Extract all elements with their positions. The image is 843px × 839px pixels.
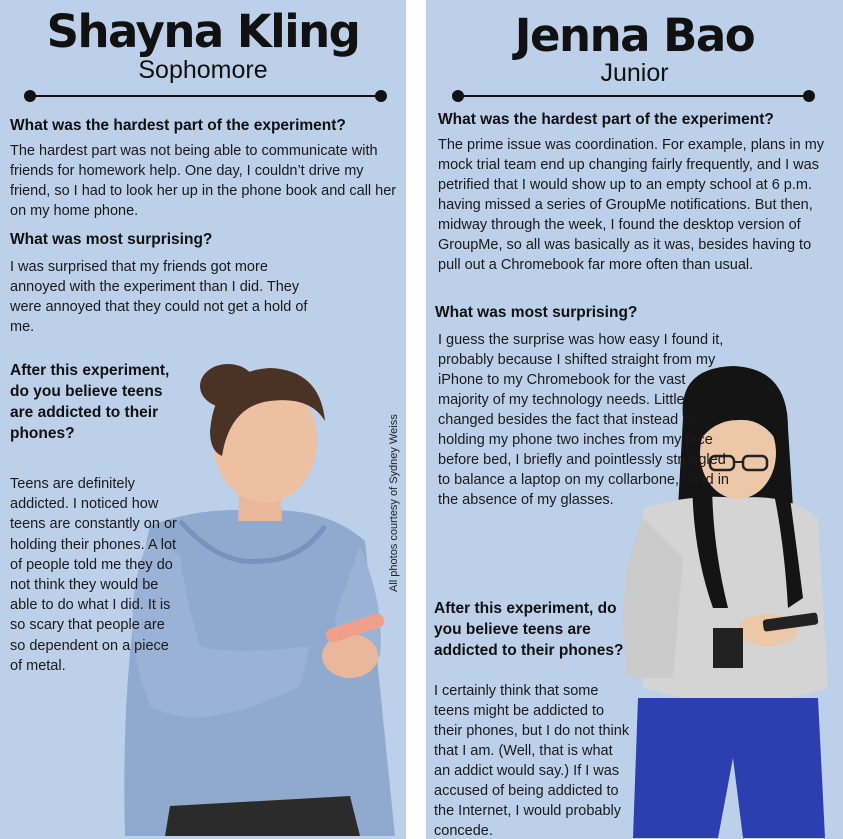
- divider-rule: [456, 95, 811, 97]
- profile-panel-jenna: [426, 0, 843, 839]
- rule-dot-left: [24, 90, 36, 102]
- question-hardest: What was the hardest part of the experiment?: [438, 111, 774, 128]
- answer-addicted: Teens are definitely addicted. I noticed how teens are constantly on or holding their phones. A lot of people told me they do not think they would be able to do what I did. It is so scary that people are so dependent on a piece of metal.: [10, 476, 177, 674]
- question-addicted: After this experiment, do you believe teens are addicted to their phones?: [10, 362, 170, 442]
- answer-surprising: I guess the surprise was how easy I found it, probably because I shifted straight from my iPhone to my Chromebook for the vast majority of my technology needs. Little changed besides the fact that instead of holding my phone two inches from my face before bed, I briefly and pointlessly struggled to balance a laptop on my collarbone, blind in the absence of my glasses.: [438, 332, 729, 508]
- profile-panel-shayna: [0, 0, 406, 839]
- rule-dot-left: [452, 90, 464, 102]
- student-grade: Junior: [600, 59, 669, 87]
- photo-credit: All photos courtesy of Sydney Weiss: [388, 414, 400, 592]
- student-name: Jenna Bao: [514, 9, 755, 62]
- rule-dot-right: [375, 90, 387, 102]
- question-surprising: What was most surprising?: [435, 304, 638, 321]
- question-surprising: What was most surprising?: [10, 231, 213, 248]
- answer-surprising: I was surprised that my friends got more annoyed with the experiment than I did. They were annoyed that they could not get a hold of me.: [10, 259, 308, 335]
- rule-dot-right: [803, 90, 815, 102]
- divider-rule: [28, 95, 383, 97]
- question-addicted: After this experiment, do you believe teens are addicted to their phones?: [434, 600, 624, 659]
- answer-hardest: The hardest part was not being able to communicate with friends for homework help. One day, I couldn’t drive my friend, so I had to look her up in the phone book and call her on my home phone.: [10, 143, 397, 219]
- answer-addicted: I certainly think that some teens might be addicted to their phones, but I do not think that I am. (Well, that is what an addict would say.) If I was accused of being addicted to the Internet, I would probably concede.: [434, 683, 630, 839]
- question-hardest: What was the hardest part of the experiment?: [10, 117, 346, 134]
- student-grade: Sophomore: [138, 56, 268, 84]
- student-name: Shayna Kling: [46, 5, 360, 58]
- answer-hardest: The prime issue was coordination. For example, plans in my mock trial team end up changing fairly frequently, and I was petrified that I would show up to an empty school at 6 p.m. having missed a series of GroupMe notifications. But then, midway through the week, I found the desktop version of GroupMe, so all was basically as it was, besides having to pull out a Chromebook far more often than usual.: [438, 137, 825, 273]
